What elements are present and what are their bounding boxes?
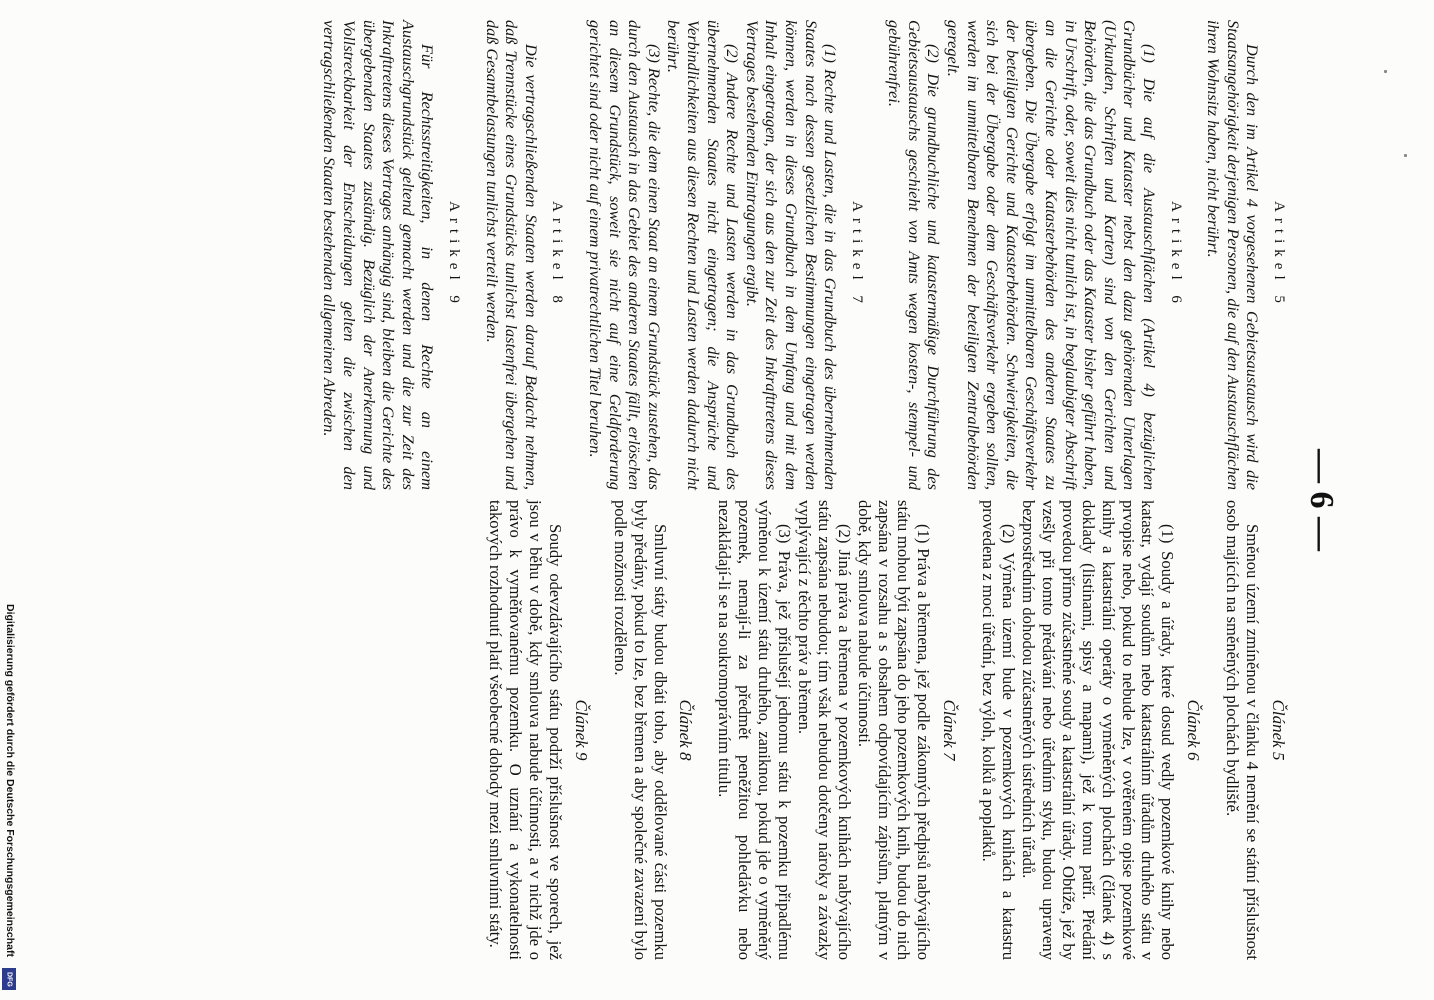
margin-strip: [2, 604, 22, 990]
german-paragraph: (1) Rechte und Lasten, die in das Grundbuch des übernehmenden Staates nach dessen gesetzlichen Bestimmungen eingetragen werden können, werden in dieses Grundbuch in dem Umfang und mit dem Inhalt eingetragen, der sich aus den zur Zeit des Inkrafttretens dieses Vertrages bestehenden Eintragungen ergibt.: [742, 20, 841, 490]
czech-heading: Článek 8: [676, 699, 696, 761]
czech-paragraph: (1) Práva a břemena, jež podle zákonných předpisů nabývajícího státu mohou býti zapsána do jeho pozemkových knih, budou do nich zapsána v rozsahu a s obsahem odpovídajícím zápisům, platným v době, kdy smlouva nabude účinnosti.: [854, 500, 934, 960]
german-heading: Artikel 9: [446, 201, 463, 309]
section-gap: [463, 20, 482, 490]
czech-column: [485, 500, 1288, 960]
german-heading: Artikel 7: [848, 201, 865, 309]
czech-paragraph: (2) Výměna území bude v pozemkových knihách a katastru provedena z moci úřední, bez výloh, kolků a poplatků.: [979, 500, 1019, 960]
czech-heading: Článek 7: [940, 699, 960, 761]
scan-speck: [1404, 154, 1407, 157]
german-heading: Artikel 5: [1271, 201, 1287, 309]
funding-note: Digitalisierung gefördert durch die Deutsche Forschungsgemeinschaft: [4, 604, 16, 957]
german-column: [320, 20, 1288, 490]
section-gap: [566, 20, 585, 490]
german-heading: Artikel 6: [1167, 201, 1184, 309]
page-number: — 6 —: [1303, 449, 1340, 551]
german-paragraph: (1) Die auf die Austauschflächen (Artikel 4) bezüglichen Grundbücher und Kataster nebst den dazu gehörenden Unterlagen (Urkunden, Schriften und Karten) sind von den Gerichten und Behörden, die das Grundbuch oder das Kataster bisher geführt haben, in Urschrift, oder, soweit dies nicht tunlich ist, in beglaubigter Abschrift an die Gerichte oder Katasterbehörden des anderen Staates zu übergeben. Die Übergabe erfolgt im unmittelbaren Geschäftsverkehr der beteiligten Gerichte und Katasterbehörden. Schwierigkeiten, die sich bei der Übergabe oder dem Geschäftsverkehr ergeben sollten, werden im unmittelbaren Benehmen der beteiligten Zentralbehörden geregelt.: [944, 20, 1160, 490]
section-gap: [1185, 20, 1204, 490]
rotated-content: [140, 0, 1360, 1000]
section-gap: [695, 500, 714, 960]
german-paragraph: (2) Die grundbuchliche und katastermäßige Durchführung des Gebietsaustauschs geschieht von Amts wegen kosten-, stempel- und gebührenfrei.: [885, 20, 944, 490]
german-paragraph: Für Rechtsstreitigkeiten, in denen Rechte an einem Austauschgrundstück geltend gemacht werden und die zur Zeit des Inkrafttretens dieses Vertrages anhängig sind, bleiben die Gerichte des übergebenden Staates zuständig. Bezüglich der Anerkennung und Vollstreckbarkeit der Entscheidungen gelten die zwischen den vertragschließenden Staaten bestehenden allgemeinen Abreden.: [320, 20, 438, 490]
german-paragraph: Durch den im Artikel 4 vorgesehenen Gebietsaustausch wird die Staatsangehörigkeit derjenigen Personen, die auf den Austauschflächen ihren Wohnsitz haben, nicht berührt.: [1204, 20, 1263, 490]
czech-paragraph: (2) Jiná práva a břemena v pozemkových knihách nabývajícího státu zapsána nebudou; tím však nebudou dotčeny nároky a závazky vyplývající z těchto práv a břemen.: [794, 500, 854, 960]
section-gap: [591, 500, 610, 960]
german-paragraph: (3) Rechte, die dem einen Staat an einem Grundstück zustehen, das durch den Austausch in das Gebiet des anderen Staates fällt, erlöschen an diesem Grundstück, soweit sie nicht auf eine Geldforderung gerichtet sind oder nicht auf einem privatrechtlichen Titel beruhen.: [586, 20, 664, 490]
czech-paragraph: (1) Soudy a úřady, které dosud vedly pozemkové knihy nebo katastr, vydají soudům nebo katastrálním úřadům druhého státu v prvopise nebo, pokud to nebude lze, v ověřeném opise pozemkové knihy a katastrální operáty o vyměněných plochách (článek 4) s doklady (listinami, spisy a mapami), jež k tomu patří. Předání provedou přímo zúčastněné soudy a katastrální úřady. Obtíže, jež by vzešly při tomto předávání nebo úředním styku, budou upraveny bezprostředním dohodou zúčastněných ústředních úřadů.: [1019, 500, 1178, 960]
czech-paragraph: Smluvní státy budou dbáti toho, aby oddělované části pozemku byly předány, pokud to lze, bez břemen a aby společné zavazení bylo podle možnosti rozděleno.: [610, 500, 670, 960]
section-gap: [959, 500, 978, 960]
dfg-logo: DFG: [2, 968, 16, 990]
czech-paragraph: (3) Práva, jež příslušejí jednomu státu k pozemku připadlému výměnou k území státu druhého, zaniknou, pokud jde o vyměněný pozemek, nemají-li za předmět peněžitou pohledávku nebo nezakládají-li se na soukromoprávním titulu.: [715, 500, 795, 960]
czech-heading: Článek 6: [1184, 699, 1204, 761]
czech-paragraph: Směnou území zmíněnou v článku 4 nemění se státní příslušnost osob majících na směněných plochách bydliště.: [1223, 500, 1263, 960]
german-paragraph: Die vertragschließenden Staaten werden darauf Bedacht nehmen, daß Trennstücke eines Grundstücks tunlichst lastenfrei übergehen und daß Gesamtbelastungen tunlichst verteilt werden.: [482, 20, 541, 490]
czech-heading: Článek 5: [1269, 699, 1288, 761]
czech-paragraph: Soudy odevzdávajícího státu podrží příslušnost ve sporech, jež jsou v běhu v době, kdy smlouva nabude účinnosti, a v nichž jde o právo k vyměňovanému pozemku. O uznání a vykonatelnosti takových rozhodnutí platí všeobecné dohody mezi smluvními státy.: [486, 500, 565, 960]
czech-heading: Článek 9: [571, 699, 591, 761]
scan-speck: [1384, 70, 1387, 73]
section-gap: [1203, 500, 1222, 960]
section-gap: [866, 20, 885, 490]
german-heading: Artikel 8: [549, 201, 566, 309]
german-paragraph: (2) Andere Rechte und Lasten werden in das Grundbuch des übernehmenden Staates nicht eingetragen; die Ansprüche und Verbindlichkeiten aus diesen Rechten und Lasten werden dadurch nicht berührt.: [664, 20, 743, 490]
